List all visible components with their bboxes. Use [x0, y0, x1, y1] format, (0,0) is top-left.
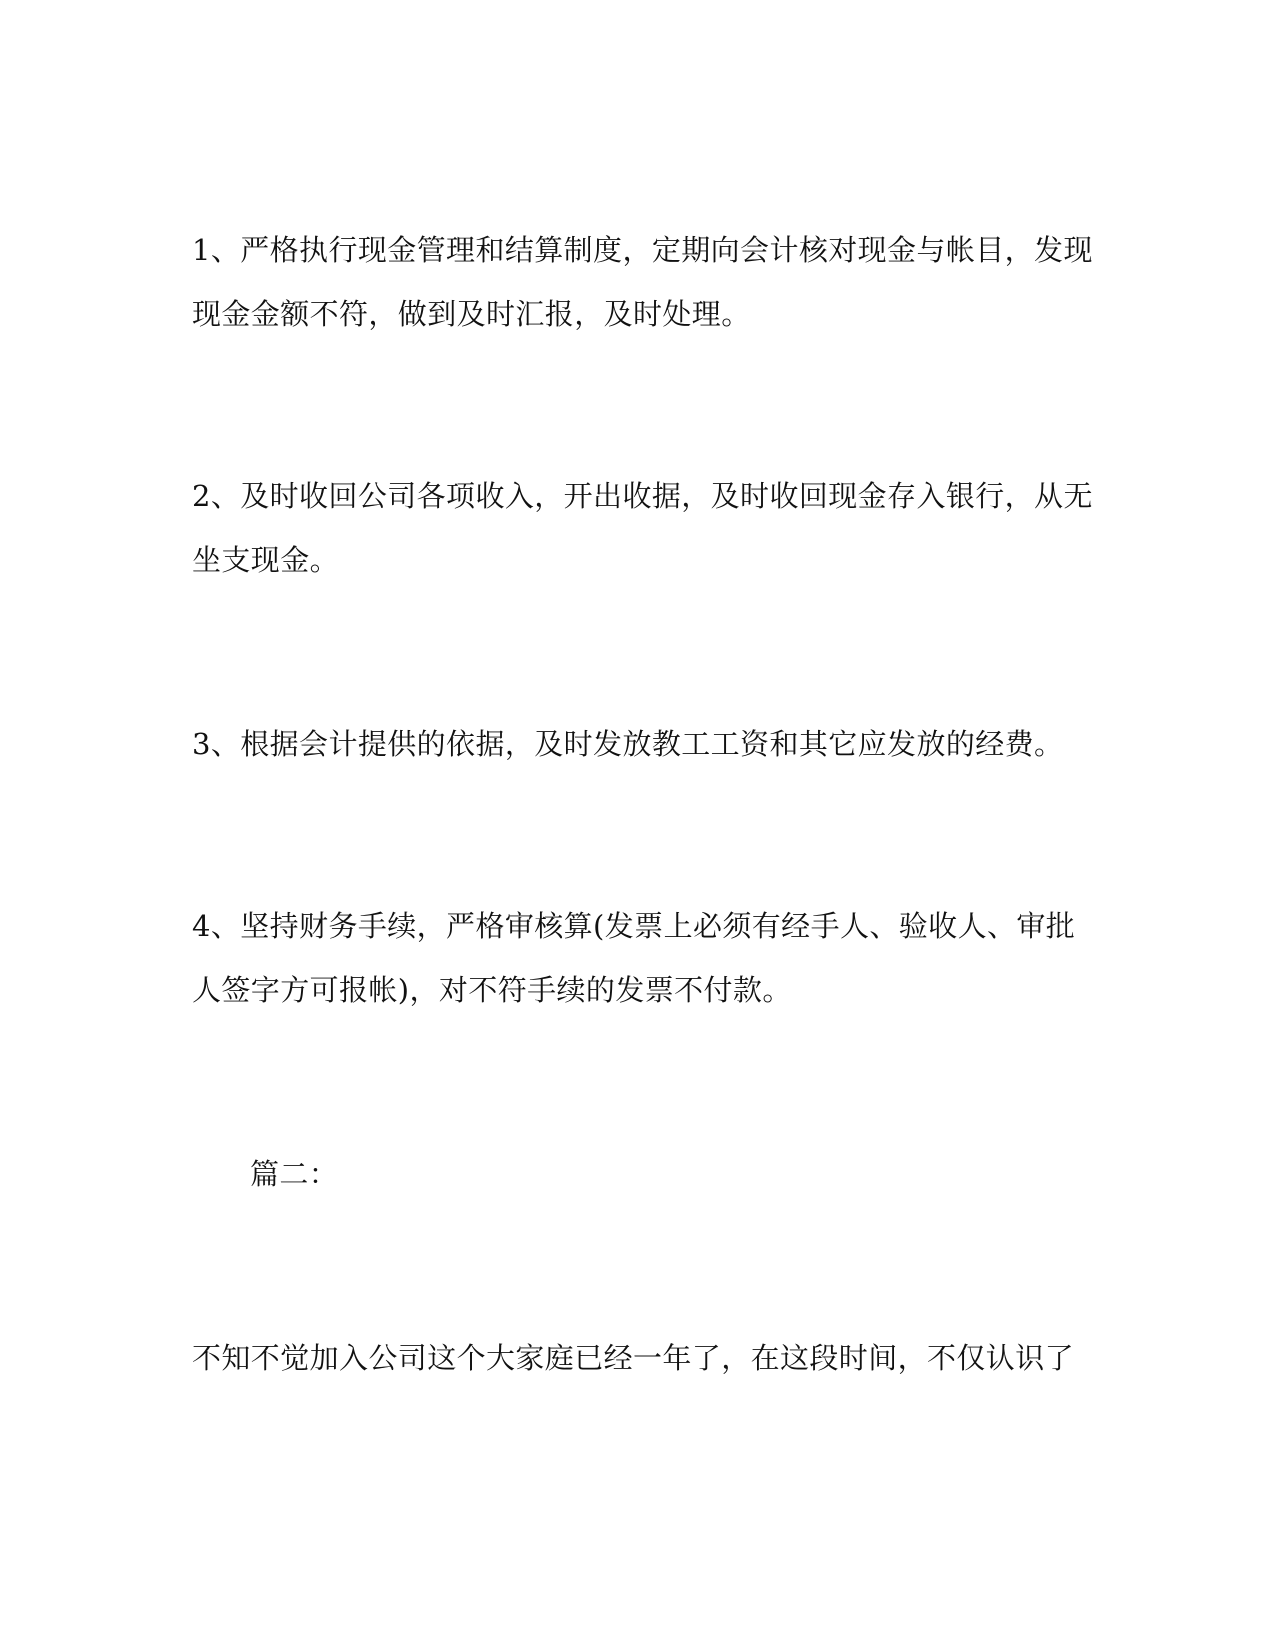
paragraph-3-line-1: 3、根据会计提供的依据，及时发放教工工资和其它应发放的经费。 — [192, 727, 1064, 761]
paragraph-1-line-2: 现金金额不符，做到及时汇报，及时处理。 — [192, 297, 751, 331]
paragraph-4-line-2: 人签字方可报帐)，对不符手续的发票不付款。 — [192, 973, 792, 1007]
paragraph-2-line-1: 2、及时收回公司各项收入，开出收据，及时收回现金存入银行，从无 — [192, 479, 1093, 513]
closing-paragraph-line-1: 不知不觉加入公司这个大家庭已经一年了，在这段时间，不仅认识了 — [192, 1341, 1075, 1375]
paragraph-4-line-1: 4、坚持财务手续，严格审核算(发票上必须有经手人、验收人、审批 — [192, 909, 1076, 943]
section-heading: 篇二： — [250, 1157, 339, 1191]
paragraph-2-line-2: 坐支现金。 — [192, 543, 340, 577]
paragraph-1-line-1: 1、严格执行现金管理和结算制度，定期向会计核对现金与帐目，发现 — [192, 233, 1093, 267]
